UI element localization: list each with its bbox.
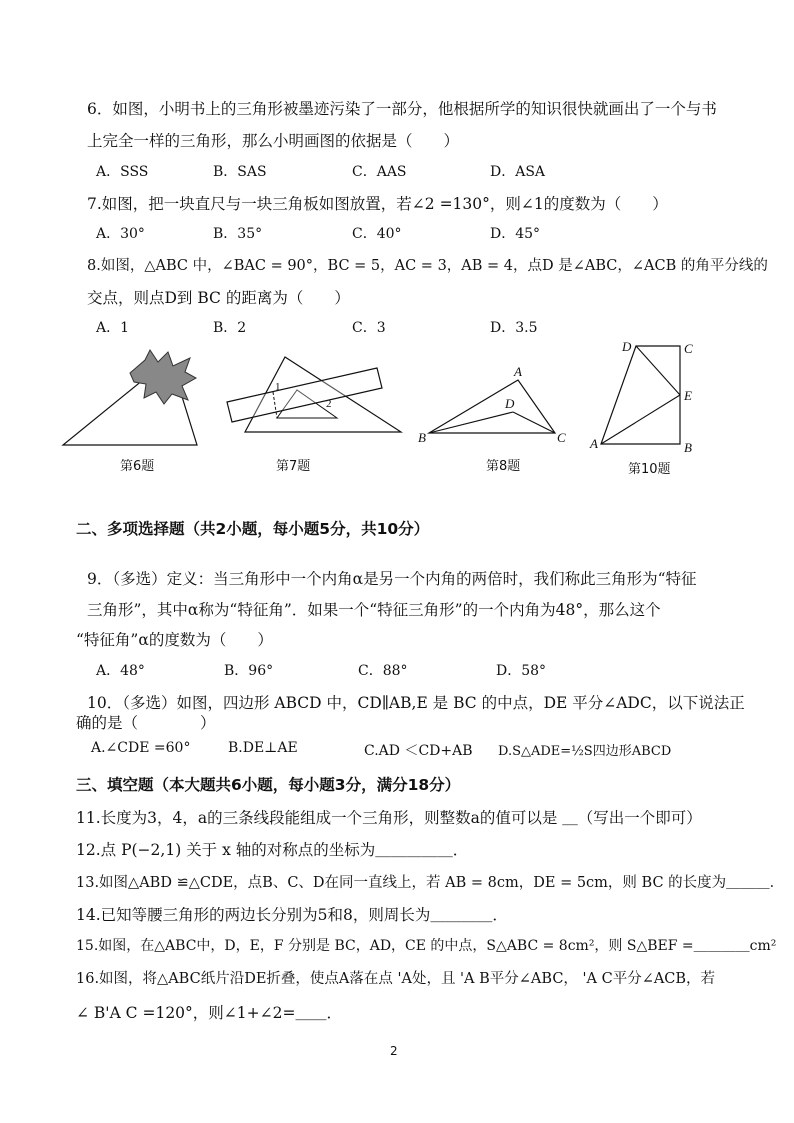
q9-option-a: A．48°: [96, 663, 145, 679]
q8-option-b: B．2: [213, 320, 247, 336]
q8-line2: 交点，则点D到 BC 的距离为（ ）: [87, 289, 350, 307]
section-2-title: 二、多项选择题（共2小题，每小题5分，共10分）: [76, 520, 430, 538]
label-c: C: [684, 341, 693, 356]
q7-option-d: D．45°: [490, 226, 541, 242]
figure-8-triangle-abc: [415, 360, 575, 450]
figure-7-ruler-triangle: [225, 352, 405, 438]
q8-option-c: C．3: [352, 320, 386, 336]
q10-line2: 确的是（ ）: [76, 714, 216, 732]
q6-option-b: B．SAS: [213, 164, 267, 180]
angle-1-label: 1: [275, 381, 281, 393]
q10-option-d: D.S△ADE=½S四边形ABCD: [498, 744, 672, 759]
q16-line1: 16.如图，将△ABC纸片沿DE折叠，使点A落在点 'A处，且 'A B平分∠ABC， 'A C平分∠ACB，若: [76, 971, 716, 987]
figure-10-caption: 第10题: [628, 462, 671, 477]
q8-line1: 8.如图，△ABC 中，∠BAC = 90°，BC = 5，AC = 3，AB = 4，点D 是∠ABC，∠ACB 的角平分线的: [87, 258, 768, 274]
q10-option-b: B.DE⊥AE: [228, 740, 298, 756]
q7-option-a: A．30°: [96, 226, 145, 242]
q9-option-c: C．88°: [358, 663, 408, 679]
q16-line2: ∠ B'A C =120°，则∠1+∠2=＿＿．: [76, 1004, 342, 1022]
q6-option-a: A．SSS: [96, 164, 149, 180]
page-number: 2: [390, 1044, 398, 1058]
q12: 12.点 P(−2,1) 关于 x 轴的对称点的坐标为＿＿＿＿＿．: [76, 841, 469, 859]
label-e: E: [684, 388, 692, 403]
q10-option-c: C.AD ＜CD+AB: [364, 743, 473, 759]
q7-option-c: C．40°: [352, 226, 402, 242]
label-a: A: [514, 364, 522, 379]
q6-option-d: D．ASA: [490, 164, 546, 180]
q9-line2: 三角形”，其中α称为“特征角”．如果一个“特征三角形”的一个内角为48°，那么这个: [87, 601, 661, 619]
figure-6-caption: 第6题: [120, 459, 155, 474]
section-3-title: 三、填空题（本大题共6小题，每小题3分，满分18分）: [76, 776, 461, 794]
figure-8-caption: 第8题: [486, 459, 521, 474]
q9-line3: “特征角”α的度数为（ ）: [76, 631, 273, 649]
angle-2-label: 2: [326, 398, 332, 410]
figure-6-triangle-ink: [60, 348, 210, 448]
q13: 13.如图△ABD ≌△CDE，点B、C、D在同一直线上，若 AB = 8cm，DE = 5cm，则 BC 的长度为＿＿＿．: [76, 875, 785, 891]
q9-line1: 9．（多选）定义：当三角形中一个内角α是另一个内角的两倍时，我们称此三角形为“特征: [87, 570, 697, 588]
label-a: A: [590, 436, 598, 451]
q7-line1: 7.如图，把一块直尺与一块三角板如图放置，若∠2 =130°，则∠1的度数为（ ）: [87, 195, 668, 213]
label-d: D: [505, 396, 515, 411]
figure-10-quadrilateral: [588, 336, 700, 456]
label-d: D: [622, 339, 632, 354]
q8-option-d: D．3.5: [490, 320, 538, 336]
q9-option-b: B．96°: [224, 663, 274, 679]
q14: 14.已知等腰三角形的两边长分别为5和8，则周长为＿＿＿＿．: [76, 906, 508, 924]
q6-option-c: C．AAS: [352, 164, 407, 180]
q10-line1: 10．（多选）如图，四边形 ABCD 中，CD∥AB,E 是 BC 的中点，DE 平分∠ADC，以下说法正: [87, 694, 745, 712]
q6-line1: 6．如图，小明书上的三角形被墨迹污染了一部分，他根据所学的知识很快就画出了一个与书: [87, 100, 717, 118]
q8-option-a: A．1: [96, 320, 130, 336]
q9-option-d: D．58°: [496, 663, 547, 679]
q15: 15.如图，在△ABC中，D，E，F 分别是 BC，AD，CE 的中点，S△ABC = 8cm²，则 S△BEF =＿＿＿＿cm²: [76, 938, 777, 954]
q11: 11.长度为3，4，a的三条线段能组成一个三角形，则整数a的值可以是 ＿（写出一个即可）: [76, 809, 702, 827]
label-b: B: [418, 430, 426, 445]
q7-option-b: B．35°: [213, 226, 263, 242]
ink-blot-shape: [130, 350, 196, 404]
label-c: C: [557, 430, 566, 445]
figure-7-caption: 第7题: [276, 459, 311, 474]
q6-line2: 上完全一样的三角形，那么小明画图的依据是（ ）: [87, 132, 460, 150]
label-b: B: [684, 440, 692, 455]
q10-option-a: A.∠CDE =60°: [91, 740, 191, 756]
